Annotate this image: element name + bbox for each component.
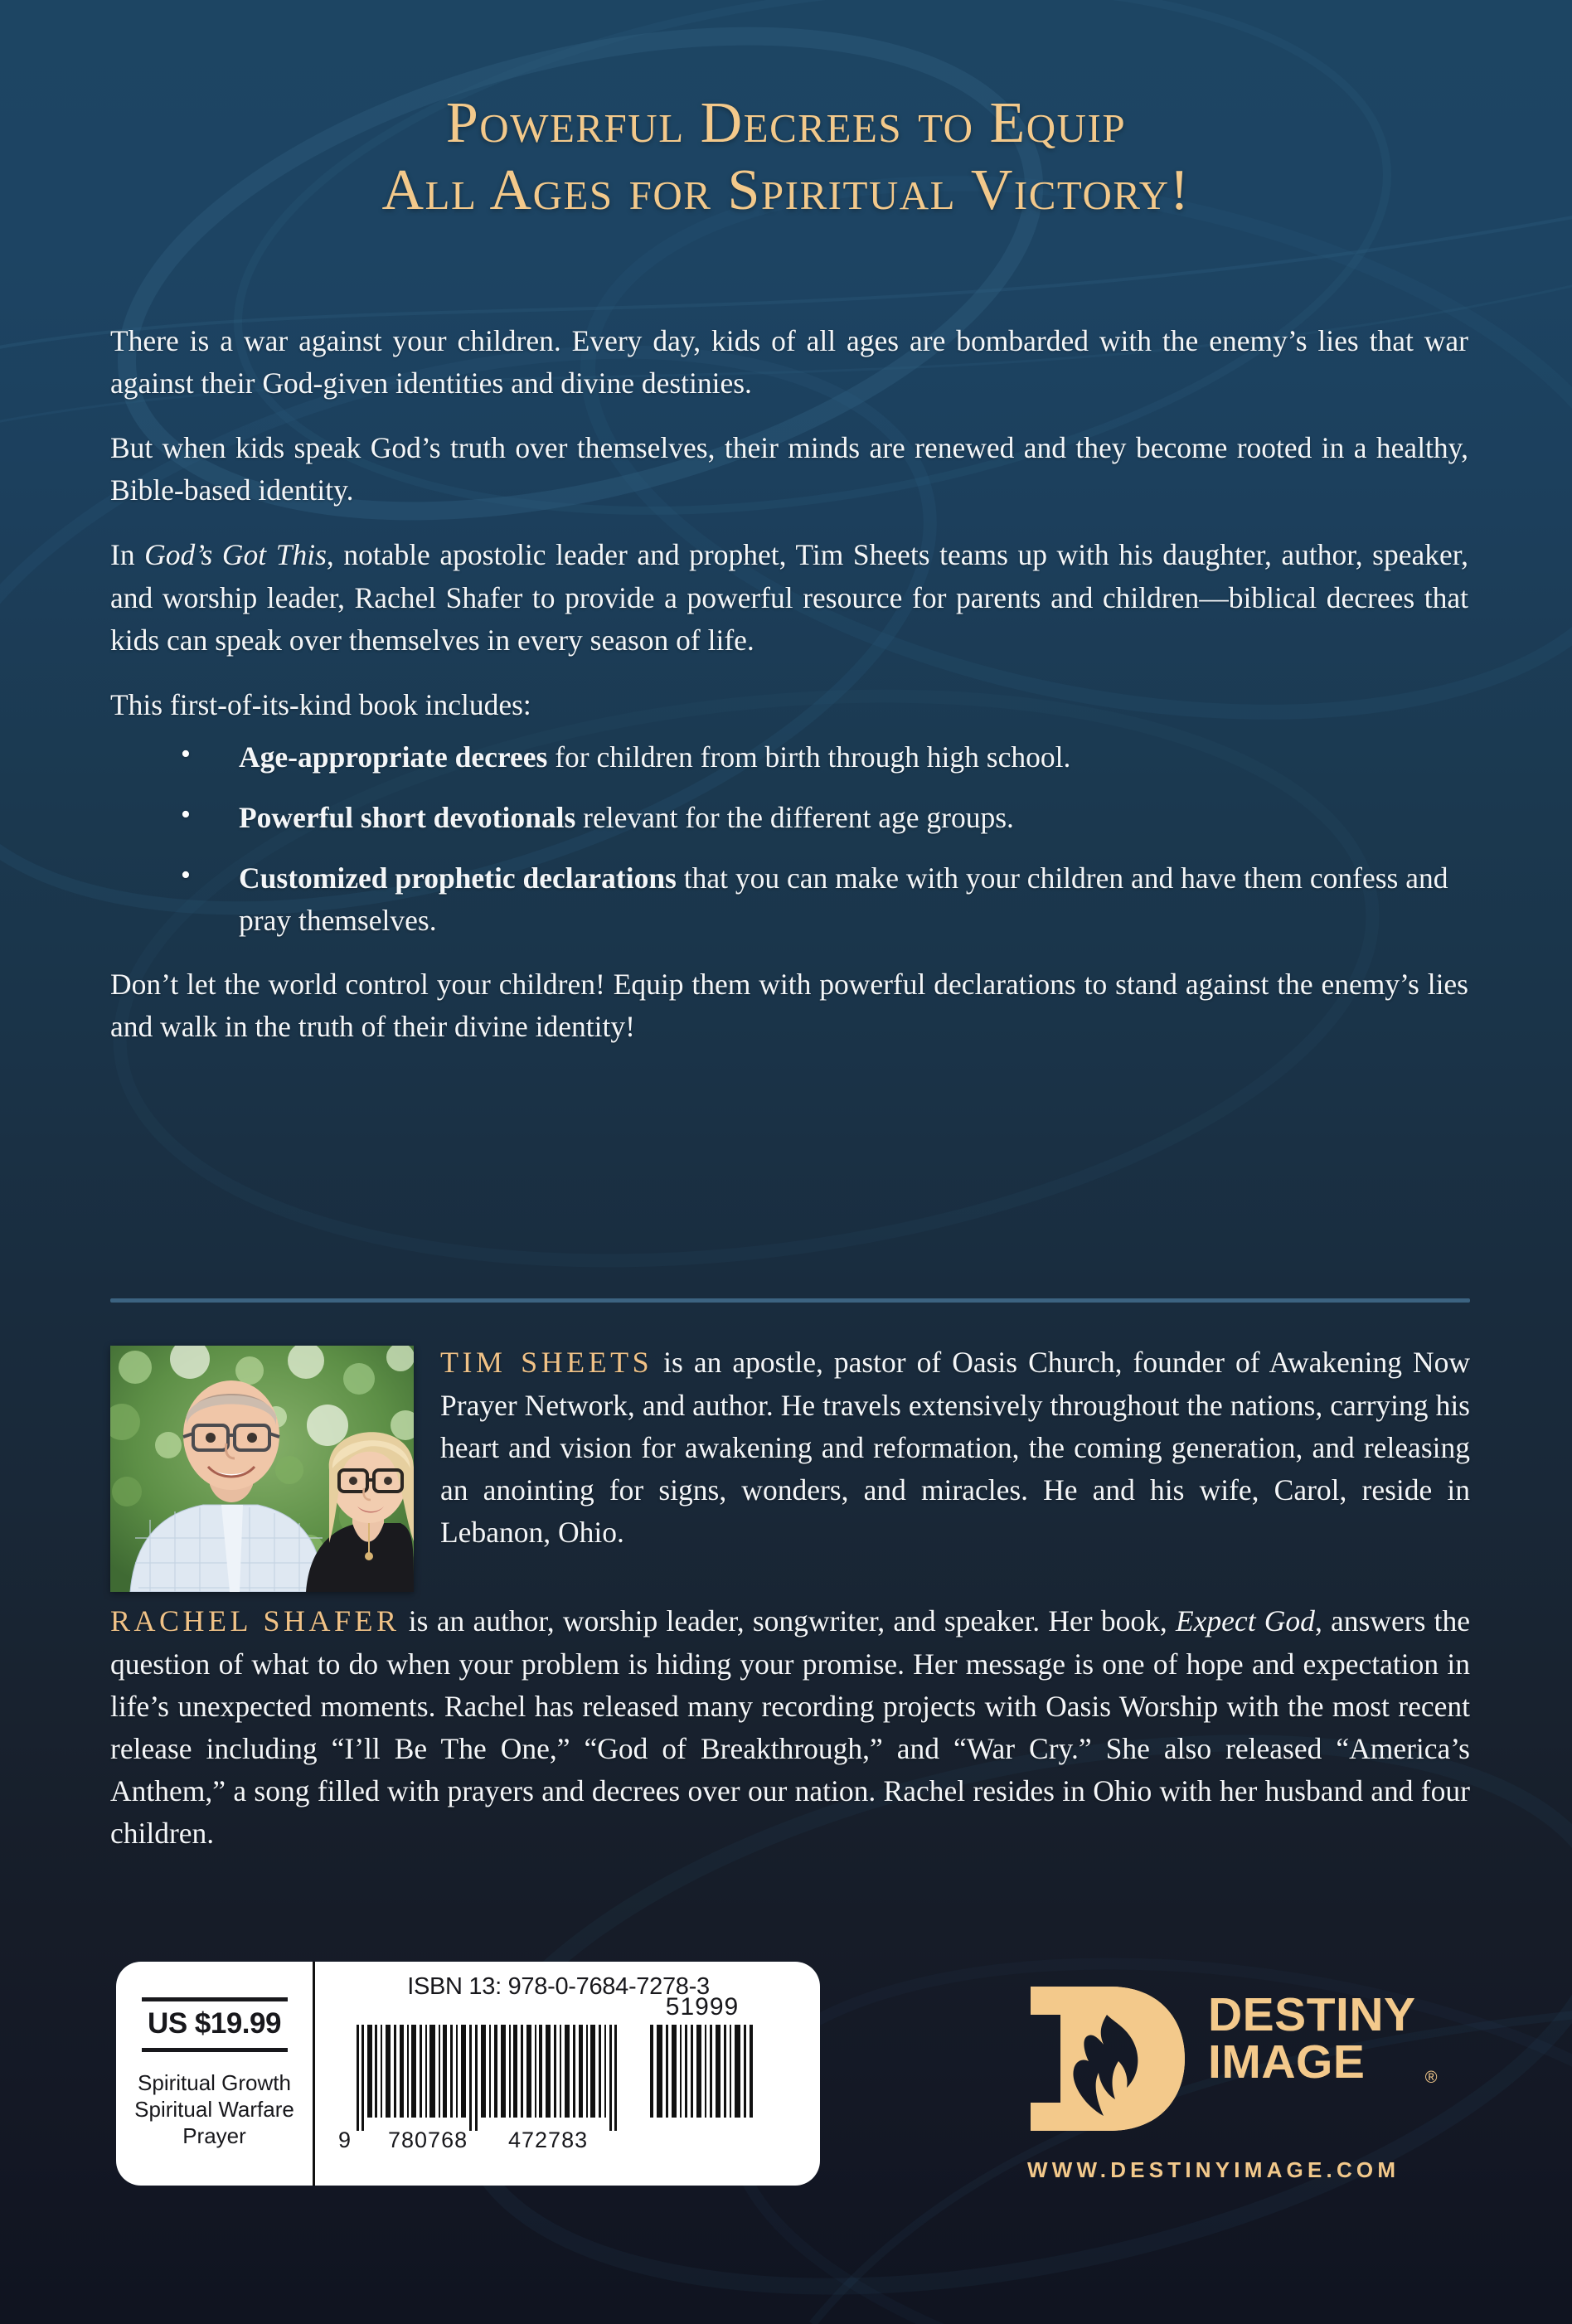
ean5-addon-barcode (650, 1993, 754, 2122)
author-bio-rachel-shafer (110, 1600, 1470, 1855)
page-title (0, 90, 1572, 224)
feature-bold-label: Customized prophetic declarations (239, 861, 677, 895)
barcode-column (315, 1962, 820, 2186)
ean13-bars (357, 2025, 630, 2131)
publisher-name (1208, 1988, 1438, 2089)
barcode-group (338, 1993, 754, 2152)
headline-line-2: All Ages for Spiritual Victory! (381, 158, 1191, 223)
marketing-copy (110, 320, 1468, 1071)
feature-text: for children from birth through high school. (547, 740, 1071, 774)
addon-number: 51999 (665, 1993, 740, 2021)
publisher-logo-block (1024, 1982, 1488, 2183)
destiny-image-d-flame-icon (1024, 1982, 1190, 2136)
rachel-bio-pre: is an author, worship leader, songwriter, and speaker. Her book, (400, 1604, 1176, 1637)
list-item (110, 797, 1468, 839)
rachel-bio-post: , answers the question of what to do when your problem is hiding your promise. Her message is one of hope and expectation in life’s unexpected moments. Rachel has released many recording projects with Oasis Worship with the most recent release including “I’ll Be The One,” “God of Breakthrough,” and “War Cry.” She also released “America’s Anthem,” a song filled with prayers and decrees over our nation. Rachel resides in Ohio with her husband and four children. (110, 1604, 1471, 1851)
author-name-rachel: RACHEL SHAFER (110, 1604, 400, 1637)
category-list (134, 2070, 294, 2150)
author-photo-illustration (110, 1346, 414, 1592)
author-bio-text-tim (440, 1342, 1470, 1554)
paragraph-1: There is a war against your children. Every day, kids of all ages are bombarded with the enemy’s lies that war against their God-given identities and divine destinies. (110, 324, 1468, 400)
author-bio-tim-sheets (110, 1342, 1470, 1554)
features-list (110, 736, 1468, 942)
author-bio-body-tim: is an apostle, pastor of Oasis Church, founder of Awakening Now Prayer Network, and author. He travels extensively throughout the nations, carrying his heart and vision for awakening and reformation, the coming generation, and releasing an anointing for signs, wonders, and miracles. He and his wife, Carol, reside in Lebanon, Ohio. (440, 1346, 1471, 1550)
price-label: US $19.99 (148, 2007, 281, 2040)
headline-line-1: Powerful Decrees to Equip (445, 91, 1127, 155)
price-column (116, 1962, 315, 2186)
publisher-website[interactable]: WWW.DESTINYIMAGE.COM (1027, 2157, 1400, 2182)
author-name-tim: TIM SHEETS (440, 1346, 653, 1379)
category-line-3: Prayer (182, 2123, 246, 2148)
ean-lead-digit: 9 (338, 2128, 352, 2152)
ean-left-digits: 780768 (388, 2128, 468, 2152)
feature-bold-label: Powerful short devotionals (239, 800, 576, 834)
feature-text: relevant for the different age groups. (575, 800, 1014, 834)
registered-trademark-icon: ® (1424, 2069, 1438, 2087)
p3-prefix: In (110, 538, 145, 572)
rachel-book-title-italic: Expect God (1175, 1604, 1315, 1637)
book-title-italic: God’s Got This (144, 538, 327, 572)
p3-suffix: , notable apostolic leader and prophet, Tim Sheets teams up with his daughter, author, speaker, and worship leader, Rachel Shafer to provide a powerful resource for parents and children—biblical decrees that kids can speak over themselves in every season of life. (110, 538, 1468, 657)
category-line-2: Spiritual Warfare (134, 2097, 294, 2123)
ean13-barcode (338, 2025, 630, 2152)
paragraph-3 (110, 534, 1468, 661)
author-photo (110, 1346, 414, 1592)
feature-text: that you can make with your children and have them confess and pray themselves. (239, 861, 1448, 938)
ean5-bars (650, 2025, 754, 2118)
publisher-name-line-2: IMAGE (1208, 2035, 1366, 2089)
publisher-logo-row (1024, 1982, 1488, 2136)
isbn-number: ISBN 13: 978-0-7684-7278-3 (407, 1973, 710, 2000)
category-line-1: Spiritual Growth (138, 2070, 291, 2096)
feature-bold-label: Age-appropriate decrees (239, 740, 548, 774)
list-item (110, 736, 1468, 779)
section-divider (110, 1298, 1470, 1303)
ean13-digits (338, 2128, 630, 2152)
paragraph-2: But when kids speak God’s truth over themselves, their minds are renewed and they become rooted in a healthy, Bible-based identity. (110, 431, 1468, 507)
publisher-name-line-1: DESTINY (1208, 1988, 1416, 2041)
paragraph-closing: Don’t let the world control your children! Equip them with powerful declarations to stand against the enemy’s lies and walk in the truth of their divine identity! (110, 968, 1468, 1044)
features-lead-in: This first-of-its-kind book includes: (110, 687, 531, 721)
ean-right-digits: 472783 (508, 2128, 589, 2152)
list-item (110, 857, 1468, 942)
price-box (142, 1997, 288, 2052)
isbn-price-card (116, 1962, 820, 2186)
